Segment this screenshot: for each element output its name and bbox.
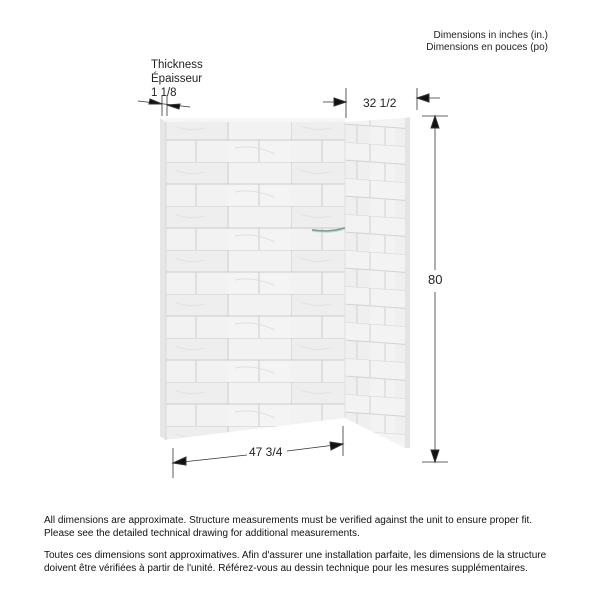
thickness-dimension [138,96,190,116]
side-depth-label: 32 1/2 [363,96,397,110]
disclaimer-en [44,515,564,540]
thickness-label-fr: Épaisseur [151,73,203,85]
disclaimer-fr-line1: Toutes ces dimensions sont approximatives. Afin d'assurer une installation parfaite, les dimensions de la structure [44,550,547,561]
units-note-fr: Dimensions en pouces (po) [426,42,548,53]
back-width-label: 47 3/4 [249,445,283,459]
height-dimension [422,116,448,462]
disclaimer-en-line1: All dimensions are approximate. Structure measurements must be verified against the unit to ensure proper fit. [44,515,533,526]
height-label: 80 [428,272,443,287]
side-wall-panel [345,117,410,448]
disclaimer-fr-line2: doivent être vérifiées à partir de l'unité. Référez-vous au dessin technique pour les mesures supplémentaires. [44,562,528,574]
thickness-value: 1 1/8 [151,87,177,99]
back-wall-panel [160,118,345,440]
disclaimer-notes [44,515,564,585]
thickness-label-en: Thickness [151,59,203,71]
disclaimer-en-line2: Please see the detailed technical drawing for additional measurements. [44,527,360,539]
units-note-en: Dimensions in inches (in.) [433,30,548,41]
disclaimer-fr [44,550,564,575]
